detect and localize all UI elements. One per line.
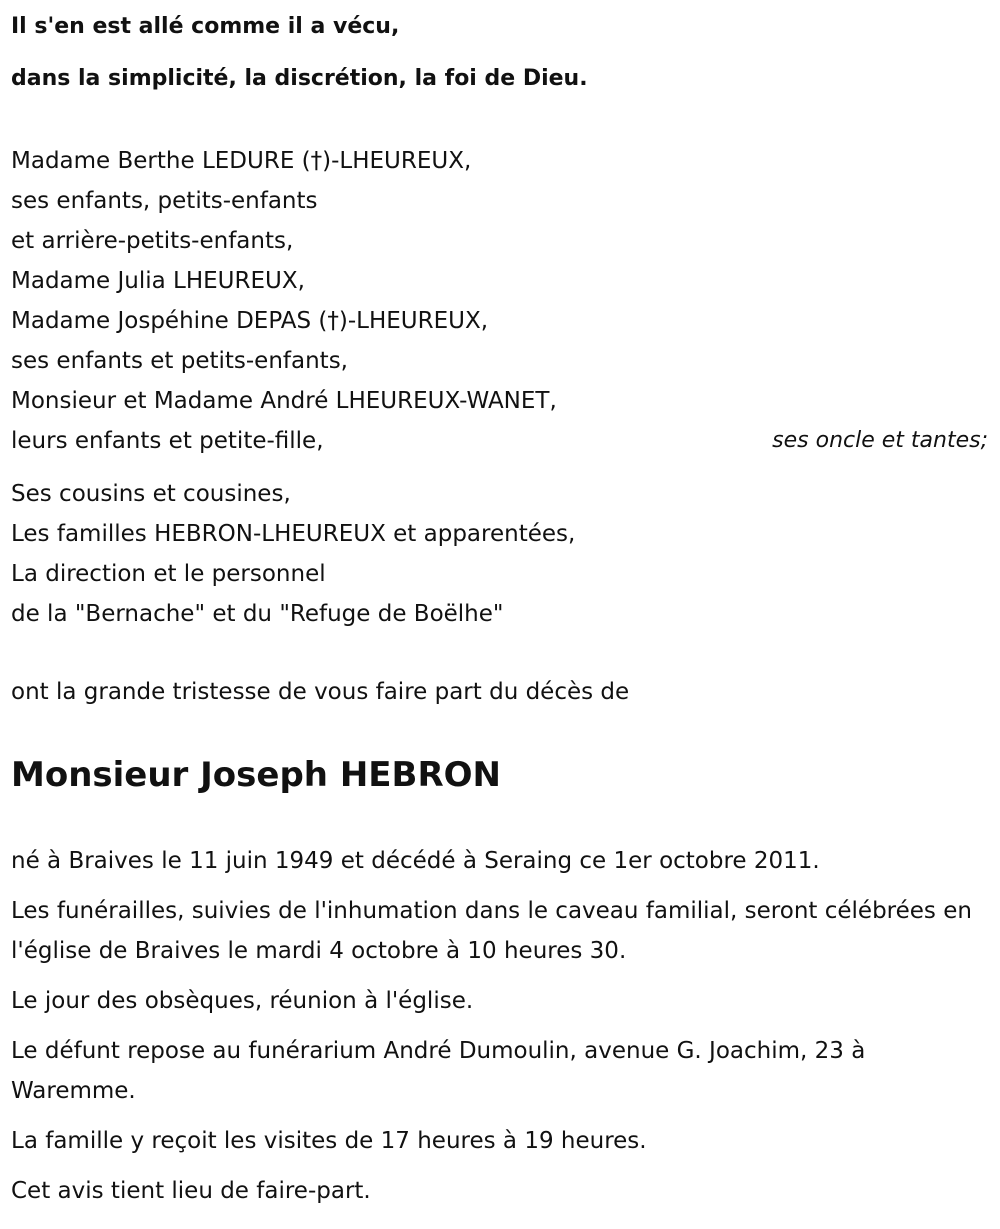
family-line: ses enfants et petits-enfants,	[11, 348, 348, 374]
family-line: ses enfants, petits-enfants	[11, 188, 318, 214]
detail-paragraph: Le jour des obsèques, réunion à l'église.	[11, 988, 474, 1014]
family-line: La direction et le personnel	[11, 561, 326, 587]
epigraph-line: dans la simplicité, la discrétion, la foi de Dieu.	[11, 66, 588, 91]
epigraph	[11, 0, 996, 105]
family-list	[11, 141, 996, 634]
detail-paragraph: La famille y reçoit les visites de 17 heures à 19 heures.	[11, 1128, 647, 1154]
family-relation-note: ses oncle et tantes;	[772, 428, 988, 453]
announcement-intro: ont la grande tristesse de vous faire part du décès de	[11, 679, 630, 705]
family-line: leurs enfants et petite-fille,	[11, 428, 324, 454]
spacer	[11, 461, 996, 474]
detail-paragraph: Le défunt repose au funérarium André Dumoulin, avenue G. Joachim, 23 à Waremme.	[11, 1038, 866, 1104]
family-line: de la "Bernache" et du "Refuge de Boëlhe"	[11, 601, 504, 627]
family-line: Madame Berthe LEDURE (†)-LHEUREUX,	[11, 148, 472, 174]
family-line: et arrière-petits-enfants,	[11, 228, 294, 254]
family-line: Monsieur et Madame André LHEUREUX-WANET,	[11, 388, 557, 414]
detail-paragraph: né à Braives le 11 juin 1949 et décédé à Seraing ce 1er octobre 2011.	[11, 848, 820, 874]
detail-paragraph: Les funérailles, suivies de l'inhumation dans le caveau familial, seront célébrées en l'église de Braives le mardi 4 octobre à 10 heures 30.	[11, 898, 972, 964]
detail-paragraph: Cet avis tient lieu de faire-part.	[11, 1178, 371, 1204]
obituary-notice	[11, 0, 996, 1221]
epigraph-line: Il s'en est allé comme il a vécu,	[11, 14, 400, 39]
family-line: Madame Julia LHEUREUX,	[11, 268, 305, 294]
spacer	[11, 634, 996, 672]
family-line: Les familles HEBRON-LHEUREUX et apparentées,	[11, 521, 576, 547]
family-line: Ses cousins et cousines,	[11, 481, 291, 507]
funeral-details	[11, 841, 996, 1211]
family-line: Madame Jospéhine DEPAS (†)-LHEUREUX,	[11, 308, 489, 334]
deceased-name: Monsieur Joseph HEBRON	[11, 755, 501, 795]
